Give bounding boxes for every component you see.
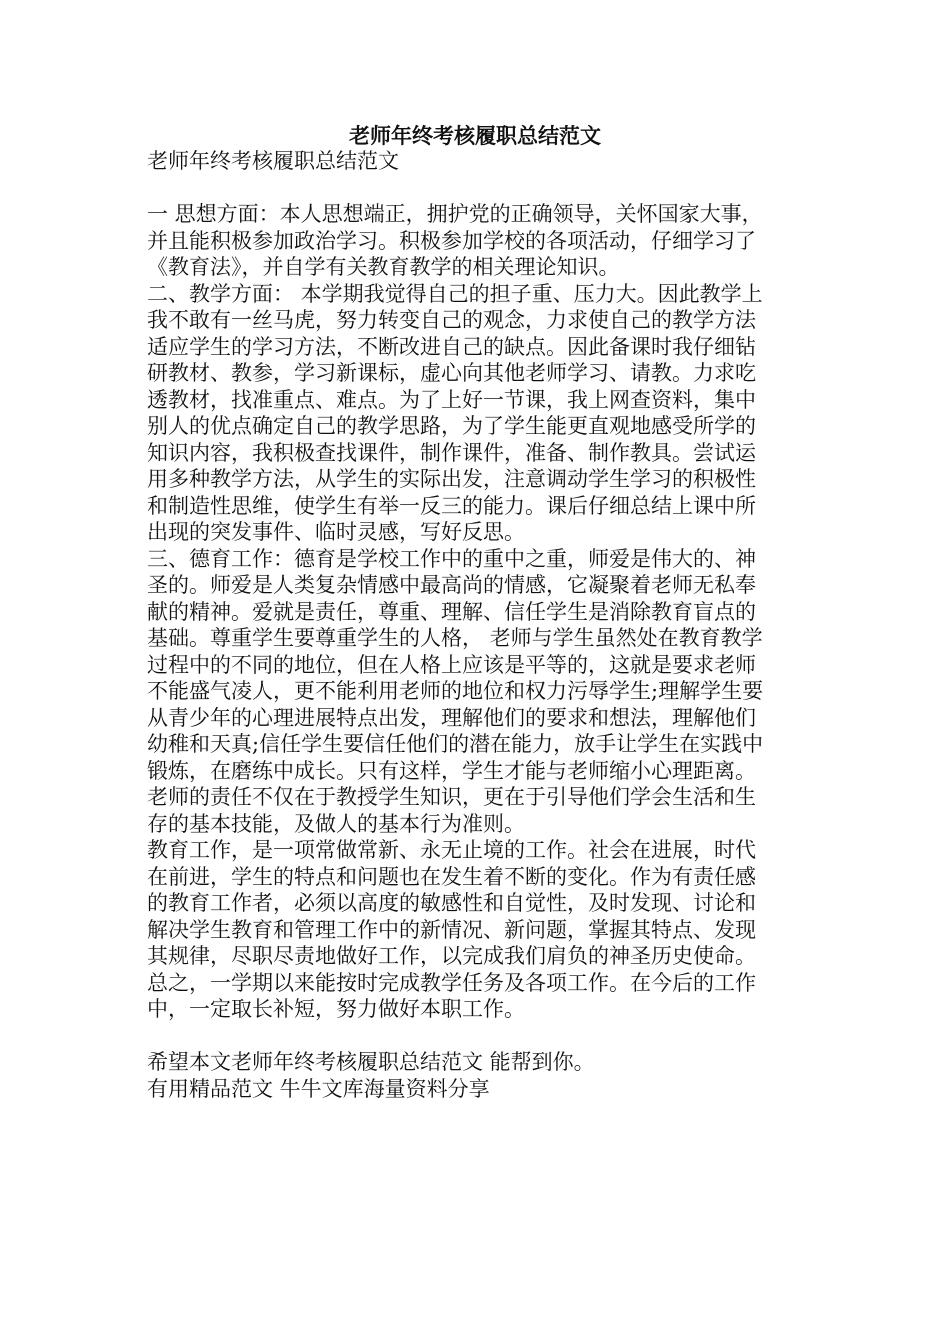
text-line: 存的基本技能，及做人的基本行为准则。 xyxy=(147,811,525,836)
text-line: 出现的突发事件、临时灵感，写好反思。 xyxy=(147,520,525,544)
closing-line: 希望本文老师年终考核履职总结范文 能帮到你。 xyxy=(147,1050,595,1074)
text-line: 基础。尊重学生要尊重学生的人格， 老师与学生虽然处在教育教学 xyxy=(147,626,763,650)
text-line: 中，一定取长补短，努力做好本职工作。 xyxy=(147,997,525,1021)
text-line: 并且能积极参加政治学习。积极参加学校的各项活动，仔细学习了 xyxy=(147,228,756,253)
text-line: 过程中的不同的地位，但在人格上应该是平等的，这就是要求老师 xyxy=(147,652,756,677)
text-line: 透教材，找准重点、难点。为了上好一节课，我上网查资料，集中 xyxy=(147,387,756,412)
text-line: 用多种教学方法，从学生的实际出发，注意调动学生学习的积极性 xyxy=(147,467,756,491)
text-line: 别人的优点确定自己的教学思路，为了学生能更直观地感受所学的 xyxy=(147,414,756,438)
text-line: 献的精神。爱就是责任，尊重、理解、信任学生是消除教育盲点的 xyxy=(147,599,756,624)
text-line: 的教育工作者，必须以高度的敏感性和自觉性，及时发现、讨论和 xyxy=(147,891,756,915)
blank-line xyxy=(147,175,807,202)
document-title: 老师年终考核履职总结范文 xyxy=(349,123,601,148)
text-line: 老师的责任不仅在于教授学生知识，更在于引导他们学会生活和生 xyxy=(147,785,756,809)
text-line: 一 思想方面：本人思想端正，拥护党的正确领导，关怀国家大事， xyxy=(147,202,763,226)
text-line: 和制造性思维，使学生有举一反三的能力。课后仔细总结上课中所 xyxy=(147,493,756,518)
footer-line: 有用精品范文 牛牛文库海量资料分享 xyxy=(147,1076,490,1101)
text-line: 适应学生的学习方法，不断改进自己的缺点。因此备课时我仔细钻 xyxy=(147,334,756,359)
text-line: 幼稚和天真;信任学生要信任他们的潜在能力，放手让学生在实践中 xyxy=(147,732,764,756)
text-line: 知识内容，我积极查找课件，制作课件，准备、制作教具。尝试运 xyxy=(147,440,756,465)
text-line: 三、德育工作：德育是学校工作中的重中之重，师爱是伟大的、神 xyxy=(147,546,756,571)
blank-line xyxy=(147,1023,807,1050)
text-line: 我不敢有一丝马虎，努力转变自己的观念，力求使自己的教学方法 xyxy=(147,308,756,332)
text-line: 从青少年的心理进展特点出发，理解他们的要求和想法，理解他们 xyxy=(147,705,756,730)
text-line: 不能盛气凌人，更不能利用老师的地位和权力污辱学生;理解学生要 xyxy=(147,679,764,703)
text-line: 《教育法》，并自学有关教育教学的相关理论知识。 xyxy=(147,255,620,279)
text-line: 总之，一学期以来能按时完成教学任务及各项工作。在今后的工作 xyxy=(147,970,756,995)
text-line: 教育工作，是一项常做常新、永无止境的工作。社会在进展，时代 xyxy=(147,838,756,862)
text-line: 在前进，学生的特点和问题也在发生着不断的变化。作为有责任感 xyxy=(147,864,756,889)
text-line: 解决学生教育和管理工作中的新情况、新问题，掌握其特点、发现 xyxy=(147,917,756,942)
document-body xyxy=(147,148,807,1102)
text-line: 圣的。师爱是人类复杂情感中最高尚的情感，它凝聚着老师无私奉 xyxy=(147,573,756,597)
document-subtitle: 老师年终考核履职总结范文 xyxy=(147,149,399,173)
text-line: 二、教学方面： 本学期我觉得自己的担子重、压力大。因此教学上 xyxy=(147,281,763,306)
text-line: 其规律，尽职尽责地做好工作，以完成我们肩负的神圣历史使命。 xyxy=(147,944,756,968)
text-line: 锻炼，在磨练中成长。只有这样，学生才能与老师缩小心理距离。 xyxy=(147,758,756,783)
text-line: 研教材、教参，学习新课标，虚心向其他老师学习、请教。力求吃 xyxy=(147,361,756,385)
